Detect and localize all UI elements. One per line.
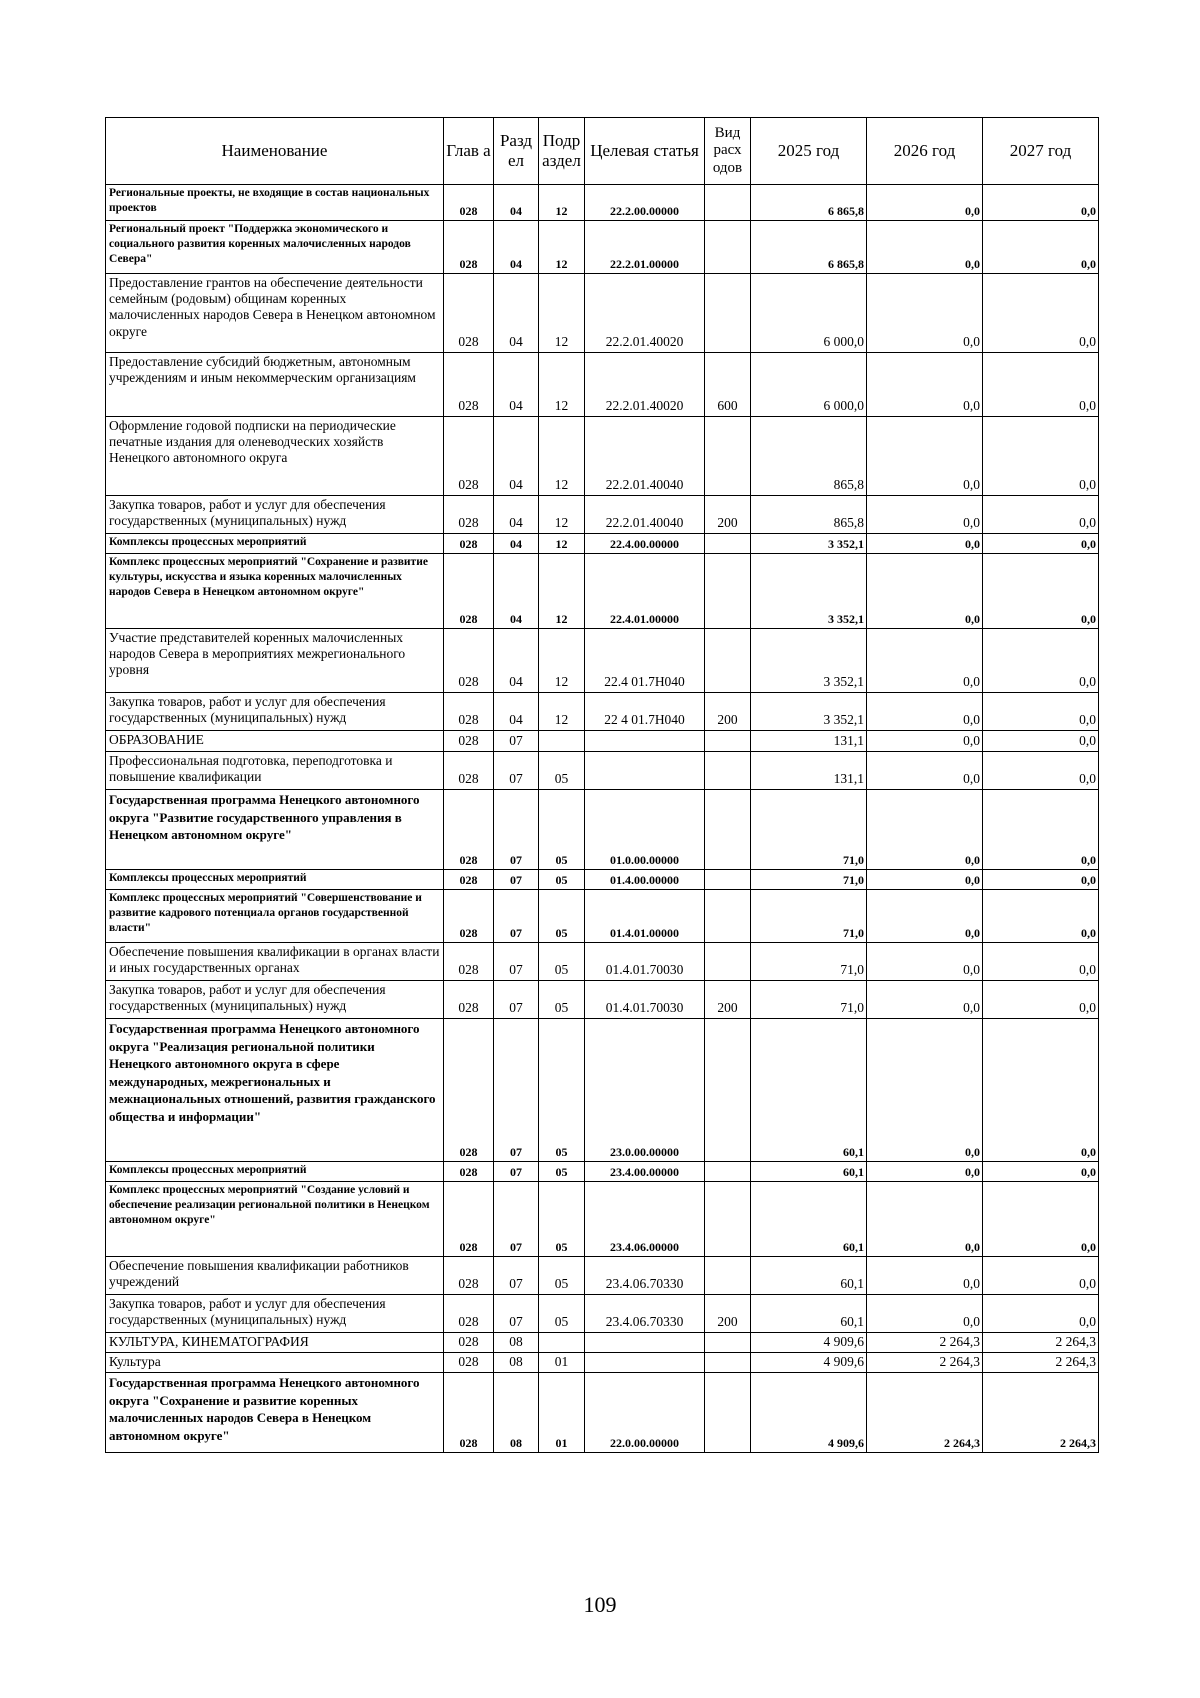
- cell-glava: 028: [444, 554, 494, 629]
- cell-2027: 0,0: [983, 534, 1099, 554]
- cell-razdel: 04: [494, 417, 539, 496]
- cell-2026: 0,0: [867, 890, 983, 943]
- header-razdel: Разд ел: [494, 118, 539, 185]
- cell-vid: [705, 417, 751, 496]
- cell-2026: 0,0: [867, 1182, 983, 1257]
- cell-2026: 0,0: [867, 1257, 983, 1295]
- cell-vid: [705, 943, 751, 981]
- cell-celevaya: 22.2.00.00000: [585, 185, 705, 221]
- cell-podrazdel: 05: [539, 752, 585, 790]
- cell-razdel: 07: [494, 790, 539, 870]
- cell-2026: 0,0: [867, 554, 983, 629]
- table-row: [106, 1373, 1099, 1453]
- header-2026: 2026 год: [867, 118, 983, 185]
- cell-glava: 028: [444, 185, 494, 221]
- cell-celevaya: [585, 731, 705, 752]
- cell-2027: 0,0: [983, 1257, 1099, 1295]
- header-row: [106, 118, 1099, 185]
- table-row: [106, 554, 1099, 629]
- cell-celevaya: [585, 1353, 705, 1373]
- cell-podrazdel: 05: [539, 1257, 585, 1295]
- header-vid: Вид расх одов: [705, 118, 751, 185]
- table-row: [106, 221, 1099, 274]
- cell-razdel: 04: [494, 185, 539, 221]
- cell-2025: 131,1: [751, 731, 867, 752]
- cell-2027: 0,0: [983, 417, 1099, 496]
- cell-vid: [705, 221, 751, 274]
- cell-podrazdel: 12: [539, 629, 585, 693]
- cell-2025: 60,1: [751, 1295, 867, 1333]
- cell-2027: 2 264,3: [983, 1333, 1099, 1353]
- cell-razdel: 04: [494, 221, 539, 274]
- cell-name: Культура: [106, 1353, 444, 1373]
- cell-2025: 3 352,1: [751, 534, 867, 554]
- cell-2026: 0,0: [867, 534, 983, 554]
- cell-2026: 0,0: [867, 496, 983, 534]
- cell-2027: 2 264,3: [983, 1373, 1099, 1453]
- cell-celevaya: 01.4.01.70030: [585, 943, 705, 981]
- header-name: Наименование: [106, 118, 444, 185]
- cell-glava: 028: [444, 890, 494, 943]
- cell-celevaya: 22 4 01.7Н040: [585, 693, 705, 731]
- cell-razdel: 07: [494, 1257, 539, 1295]
- cell-2027: 0,0: [983, 629, 1099, 693]
- cell-glava: 028: [444, 629, 494, 693]
- table-row: [106, 870, 1099, 890]
- cell-podrazdel: 12: [539, 534, 585, 554]
- table-row: [106, 731, 1099, 752]
- cell-razdel: 07: [494, 890, 539, 943]
- cell-celevaya: 22.2.01.40020: [585, 274, 705, 353]
- cell-name: Обеспечение повышения квалификации в органах власти и иных государственных органах: [106, 943, 444, 981]
- cell-2025: 60,1: [751, 1257, 867, 1295]
- cell-vid: [705, 790, 751, 870]
- cell-2027: 0,0: [983, 790, 1099, 870]
- cell-vid: [705, 752, 751, 790]
- cell-podrazdel: 12: [539, 221, 585, 274]
- cell-celevaya: 23.4.06.70330: [585, 1257, 705, 1295]
- cell-2026: 0,0: [867, 629, 983, 693]
- cell-2025: 6 865,8: [751, 221, 867, 274]
- cell-vid: 200: [705, 496, 751, 534]
- cell-celevaya: 23.4.00.00000: [585, 1162, 705, 1182]
- cell-2026: 0,0: [867, 981, 983, 1019]
- cell-celevaya: 22.4.00.00000: [585, 534, 705, 554]
- header-glava: Глав а: [444, 118, 494, 185]
- cell-vid: [705, 1373, 751, 1453]
- cell-celevaya: 22.0.00.00000: [585, 1373, 705, 1453]
- cell-2025: 3 352,1: [751, 629, 867, 693]
- cell-2027: 0,0: [983, 1182, 1099, 1257]
- cell-vid: [705, 1353, 751, 1373]
- cell-glava: 028: [444, 1182, 494, 1257]
- cell-vid: [705, 554, 751, 629]
- cell-2025: 4 909,6: [751, 1353, 867, 1373]
- cell-2026: 0,0: [867, 1295, 983, 1333]
- table-row: [106, 274, 1099, 353]
- cell-2025: 71,0: [751, 870, 867, 890]
- cell-vid: [705, 731, 751, 752]
- cell-name: Комплексы процессных мероприятий: [106, 1162, 444, 1182]
- cell-vid: [705, 629, 751, 693]
- cell-glava: 028: [444, 790, 494, 870]
- cell-2026: 0,0: [867, 274, 983, 353]
- table-row: [106, 534, 1099, 554]
- cell-2027: 0,0: [983, 1162, 1099, 1182]
- cell-2027: 0,0: [983, 1019, 1099, 1162]
- cell-razdel: 07: [494, 943, 539, 981]
- cell-razdel: 08: [494, 1333, 539, 1353]
- table-row: [106, 1162, 1099, 1182]
- cell-2027: 0,0: [983, 752, 1099, 790]
- cell-glava: 028: [444, 353, 494, 417]
- cell-vid: [705, 1257, 751, 1295]
- cell-razdel: 07: [494, 1295, 539, 1333]
- cell-2026: 0,0: [867, 221, 983, 274]
- cell-podrazdel: 05: [539, 1019, 585, 1162]
- cell-2025: 865,8: [751, 496, 867, 534]
- cell-celevaya: [585, 1333, 705, 1353]
- cell-name: Закупка товаров, работ и услуг для обеспечения государственных (муниципальных) нужд: [106, 693, 444, 731]
- cell-2026: 0,0: [867, 1019, 983, 1162]
- cell-2025: 6 865,8: [751, 185, 867, 221]
- table-row: [106, 353, 1099, 417]
- table-row: [106, 943, 1099, 981]
- cell-glava: 028: [444, 1353, 494, 1373]
- cell-celevaya: 01.0.00.00000: [585, 790, 705, 870]
- cell-glava: 028: [444, 943, 494, 981]
- cell-razdel: 04: [494, 629, 539, 693]
- cell-2026: 0,0: [867, 943, 983, 981]
- cell-2027: 0,0: [983, 981, 1099, 1019]
- cell-celevaya: 22.2.01.00000: [585, 221, 705, 274]
- cell-2026: 0,0: [867, 693, 983, 731]
- cell-glava: 028: [444, 731, 494, 752]
- cell-2025: 3 352,1: [751, 554, 867, 629]
- cell-celevaya: 23.4.06.00000: [585, 1182, 705, 1257]
- cell-vid: [705, 1182, 751, 1257]
- cell-podrazdel: 12: [539, 185, 585, 221]
- cell-2026: 2 264,3: [867, 1353, 983, 1373]
- cell-podrazdel: 05: [539, 943, 585, 981]
- table-row: [106, 496, 1099, 534]
- cell-name: Комплекс процессных мероприятий "Сохранение и развитие культуры, искусства и языка коренных малочисленных народов Севера в Ненецком автономном округе": [106, 554, 444, 629]
- cell-razdel: 04: [494, 534, 539, 554]
- cell-podrazdel: 12: [539, 496, 585, 534]
- cell-glava: 028: [444, 981, 494, 1019]
- cell-celevaya: 22.4 01.7Н040: [585, 629, 705, 693]
- cell-glava: 028: [444, 1162, 494, 1182]
- cell-2027: 0,0: [983, 274, 1099, 353]
- cell-razdel: 07: [494, 870, 539, 890]
- cell-2025: 3 352,1: [751, 693, 867, 731]
- cell-2025: 6 000,0: [751, 274, 867, 353]
- cell-name: Закупка товаров, работ и услуг для обеспечения государственных (муниципальных) нужд: [106, 496, 444, 534]
- cell-name: Комплекс процессных мероприятий "Совершенствование и развитие кадрового потенциала органов государственной власти": [106, 890, 444, 943]
- cell-razdel: 08: [494, 1373, 539, 1453]
- cell-glava: 028: [444, 1257, 494, 1295]
- header-2025: 2025 год: [751, 118, 867, 185]
- cell-podrazdel: 05: [539, 981, 585, 1019]
- cell-vid: 200: [705, 981, 751, 1019]
- cell-celevaya: 23.4.06.70330: [585, 1295, 705, 1333]
- cell-2027: 0,0: [983, 496, 1099, 534]
- cell-2027: 0,0: [983, 221, 1099, 274]
- cell-name: Обеспечение повышения квалификации работников учреждений: [106, 1257, 444, 1295]
- cell-name: ОБРАЗОВАНИЕ: [106, 731, 444, 752]
- cell-2026: 0,0: [867, 353, 983, 417]
- cell-razdel: 04: [494, 554, 539, 629]
- cell-celevaya: [585, 752, 705, 790]
- table-row: [106, 693, 1099, 731]
- cell-name: Закупка товаров, работ и услуг для обеспечения государственных (муниципальных) нужд: [106, 981, 444, 1019]
- cell-celevaya: 22.4.01.00000: [585, 554, 705, 629]
- cell-vid: [705, 274, 751, 353]
- cell-2025: 4 909,6: [751, 1333, 867, 1353]
- cell-2025: 131,1: [751, 752, 867, 790]
- table-row: [106, 629, 1099, 693]
- cell-razdel: 04: [494, 353, 539, 417]
- cell-glava: 028: [444, 221, 494, 274]
- cell-celevaya: 22.2.01.40040: [585, 496, 705, 534]
- cell-name: Региональный проект "Поддержка экономического и социального развития коренных малочисленных народов Севера": [106, 221, 444, 274]
- cell-2025: 6 000,0: [751, 353, 867, 417]
- cell-podrazdel: 12: [539, 353, 585, 417]
- cell-2027: 0,0: [983, 890, 1099, 943]
- cell-glava: 028: [444, 1373, 494, 1453]
- cell-podrazdel: 05: [539, 870, 585, 890]
- cell-vid: [705, 1333, 751, 1353]
- cell-2027: 0,0: [983, 870, 1099, 890]
- cell-2026: 0,0: [867, 1162, 983, 1182]
- cell-podrazdel: 01: [539, 1373, 585, 1453]
- budget-table: [105, 117, 1099, 1453]
- cell-celevaya: 23.0.00.00000: [585, 1019, 705, 1162]
- cell-vid: [705, 870, 751, 890]
- cell-2026: 0,0: [867, 752, 983, 790]
- table-row: [106, 1333, 1099, 1353]
- cell-podrazdel: 12: [539, 693, 585, 731]
- table-row: [106, 1295, 1099, 1333]
- table-row: [106, 790, 1099, 870]
- cell-razdel: 07: [494, 752, 539, 790]
- cell-celevaya: 22.2.01.40020: [585, 353, 705, 417]
- cell-name: Оформление годовой подписки на периодические печатные издания для оленеводческих хозяйств Ненецкого автономного округа: [106, 417, 444, 496]
- cell-name: Профессиональная подготовка, переподготовка и повышение квалификации: [106, 752, 444, 790]
- cell-2025: 865,8: [751, 417, 867, 496]
- cell-podrazdel: 05: [539, 790, 585, 870]
- cell-2025: 71,0: [751, 943, 867, 981]
- cell-2027: 0,0: [983, 554, 1099, 629]
- table-row: [106, 981, 1099, 1019]
- cell-name: КУЛЬТУРА, КИНЕМАТОГРАФИЯ: [106, 1333, 444, 1353]
- table-row: [106, 1257, 1099, 1295]
- cell-vid: [705, 534, 751, 554]
- cell-razdel: 07: [494, 1182, 539, 1257]
- cell-podrazdel: 01: [539, 1353, 585, 1373]
- cell-razdel: 07: [494, 981, 539, 1019]
- cell-podrazdel: 05: [539, 890, 585, 943]
- cell-name: Предоставление грантов на обеспечение деятельности семейным (родовым) общинам коренных малочисленных народов Севера в Ненецком автономном округе: [106, 274, 444, 353]
- cell-name: Комплекс процессных мероприятий "Создание условий и обеспечение реализации региональной политики в Ненецком автономном округе": [106, 1182, 444, 1257]
- cell-2027: 0,0: [983, 1295, 1099, 1333]
- cell-name: Государственная программа Ненецкого автономного округа "Развитие государственного управления в Ненецком автономном округе": [106, 790, 444, 870]
- table-body: [106, 185, 1099, 1453]
- cell-name: Предоставление субсидий бюджетным, автономным учреждениям и иным некоммерческим организациям: [106, 353, 444, 417]
- cell-2025: 60,1: [751, 1182, 867, 1257]
- cell-razdel: 08: [494, 1353, 539, 1373]
- cell-2025: 71,0: [751, 790, 867, 870]
- table-row: [106, 1182, 1099, 1257]
- cell-2025: 60,1: [751, 1162, 867, 1182]
- cell-podrazdel: 05: [539, 1182, 585, 1257]
- cell-vid: [705, 1019, 751, 1162]
- table-row: [106, 1353, 1099, 1373]
- cell-glava: 028: [444, 752, 494, 790]
- cell-celevaya: 01.4.00.00000: [585, 870, 705, 890]
- cell-2027: 2 264,3: [983, 1353, 1099, 1373]
- cell-name: Государственная программа Ненецкого автономного округа "Сохранение и развитие коренных малочисленных народов Севера в Ненецком автономном округе": [106, 1373, 444, 1453]
- cell-name: Закупка товаров, работ и услуг для обеспечения государственных (муниципальных) нужд: [106, 1295, 444, 1333]
- cell-glava: 028: [444, 534, 494, 554]
- header-podrazdel: Подр аздел: [539, 118, 585, 185]
- page-number: 109: [583, 1592, 617, 1617]
- cell-name: Региональные проекты, не входящие в состав национальных проектов: [106, 185, 444, 221]
- cell-glava: 028: [444, 274, 494, 353]
- cell-vid: 600: [705, 353, 751, 417]
- table-row: [106, 417, 1099, 496]
- cell-2027: 0,0: [983, 693, 1099, 731]
- cell-2027: 0,0: [983, 943, 1099, 981]
- table-row: [106, 890, 1099, 943]
- cell-podrazdel: 05: [539, 1295, 585, 1333]
- cell-razdel: 07: [494, 1019, 539, 1162]
- cell-celevaya: 01.4.01.00000: [585, 890, 705, 943]
- cell-glava: 028: [444, 1333, 494, 1353]
- cell-name: Комплексы процессных мероприятий: [106, 870, 444, 890]
- cell-2026: 0,0: [867, 185, 983, 221]
- table-row: [106, 1019, 1099, 1162]
- cell-2027: 0,0: [983, 731, 1099, 752]
- cell-celevaya: 01.4.01.70030: [585, 981, 705, 1019]
- cell-razdel: 07: [494, 731, 539, 752]
- cell-razdel: 04: [494, 693, 539, 731]
- cell-2026: 0,0: [867, 731, 983, 752]
- cell-2025: 71,0: [751, 981, 867, 1019]
- cell-glava: 028: [444, 496, 494, 534]
- cell-glava: 028: [444, 1295, 494, 1333]
- header-2027: 2027 год: [983, 118, 1099, 185]
- cell-2026: 2 264,3: [867, 1373, 983, 1453]
- table-row: [106, 185, 1099, 221]
- cell-glava: 028: [444, 417, 494, 496]
- cell-razdel: 04: [494, 496, 539, 534]
- cell-2025: 60,1: [751, 1019, 867, 1162]
- header-celevaya: Целевая статья: [585, 118, 705, 185]
- cell-2026: 0,0: [867, 417, 983, 496]
- cell-vid: [705, 890, 751, 943]
- cell-vid: 200: [705, 693, 751, 731]
- cell-podrazdel: 12: [539, 417, 585, 496]
- cell-razdel: 07: [494, 1162, 539, 1182]
- cell-vid: 200: [705, 1295, 751, 1333]
- cell-glava: 028: [444, 693, 494, 731]
- cell-celevaya: 22.2.01.40040: [585, 417, 705, 496]
- cell-podrazdel: 05: [539, 1162, 585, 1182]
- table-row: [106, 752, 1099, 790]
- cell-glava: 028: [444, 870, 494, 890]
- cell-razdel: 04: [494, 274, 539, 353]
- cell-2027: 0,0: [983, 185, 1099, 221]
- cell-2025: 4 909,6: [751, 1373, 867, 1453]
- cell-vid: [705, 185, 751, 221]
- cell-name: Комплексы процессных мероприятий: [106, 534, 444, 554]
- cell-2026: 0,0: [867, 790, 983, 870]
- cell-2026: 2 264,3: [867, 1333, 983, 1353]
- cell-podrazdel: 12: [539, 554, 585, 629]
- cell-vid: [705, 1162, 751, 1182]
- cell-2026: 0,0: [867, 870, 983, 890]
- cell-2025: 71,0: [751, 890, 867, 943]
- cell-2027: 0,0: [983, 353, 1099, 417]
- cell-name: Государственная программа Ненецкого автономного округа "Реализация региональной политики Ненецкого автономного округа в сфере международных, межрегиональных и межнациональных отношений, развития гражданского общества и информации": [106, 1019, 444, 1162]
- cell-podrazdel: [539, 1333, 585, 1353]
- cell-name: Участие представителей коренных малочисленных народов Севера в мероприятиях межрегионального уровня: [106, 629, 444, 693]
- cell-glava: 028: [444, 1019, 494, 1162]
- cell-podrazdel: 12: [539, 274, 585, 353]
- cell-podrazdel: [539, 731, 585, 752]
